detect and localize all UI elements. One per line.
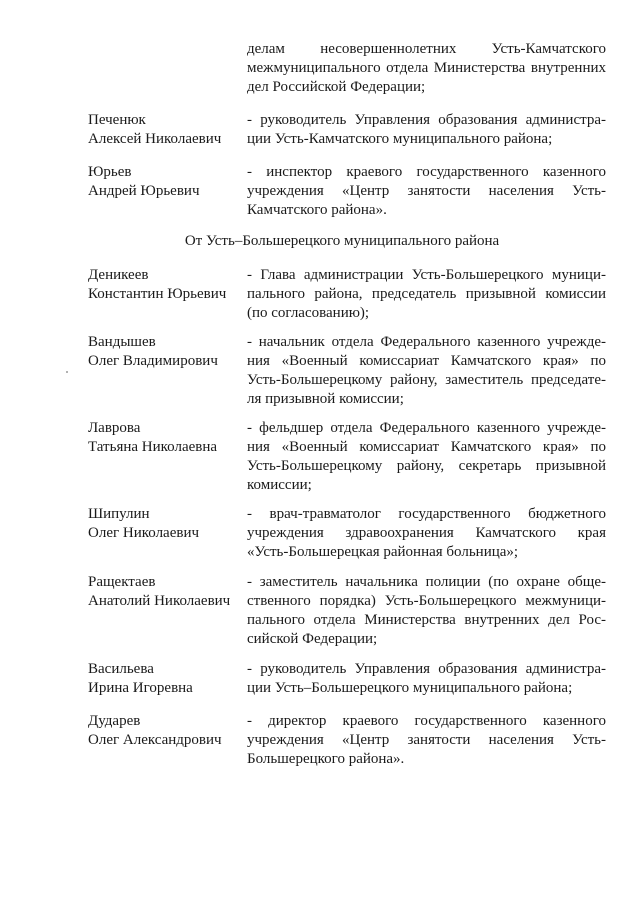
- desc-line: - руководитель Управления образования администра-: [247, 661, 606, 677]
- desc-line: - инспектор краевого государственного казенного: [247, 164, 606, 180]
- desc-line: ции Усть–Большерецкого муниципального района;: [247, 680, 573, 696]
- member-surname: Лаврова: [88, 420, 141, 436]
- desc-line: - директор краевого государственного казенного: [247, 713, 606, 729]
- member-name: [88, 505, 248, 543]
- desc-line: Камчатского района».: [247, 202, 387, 218]
- desc-line: пального отдела Министерства внутренних дел Рос-: [247, 612, 606, 628]
- desc-line: Усть-Большерецкому району, секретарь призывной: [247, 458, 606, 474]
- member-role: [247, 266, 606, 323]
- desc-line: ственного порядка) Усть-Большерецкого межмуници-: [247, 593, 606, 609]
- desc-line: - врач-травматолог государственного бюджетного: [247, 506, 606, 522]
- desc-line: учреждения «Центр занятости населения Усть-: [247, 183, 606, 199]
- member-role: [247, 111, 606, 149]
- desc-line: учреждения здравоохранения Камчатского края: [247, 525, 606, 541]
- desc-line: дел Российской Федерации;: [247, 79, 426, 95]
- member-surname: Васильева: [88, 661, 154, 677]
- member-given-names: Олег Николаевич: [88, 525, 200, 541]
- desc-line: ции Усть-Камчатского муниципального района;: [247, 131, 553, 147]
- desc-line: ля призывной комиссии;: [247, 391, 404, 407]
- member-surname: Юрьев: [88, 164, 132, 180]
- section-heading: [0, 232, 640, 251]
- member-name: [88, 419, 248, 457]
- desc-line: межмуниципального отдела Министерства внутренних: [247, 60, 606, 76]
- member-name: [88, 163, 248, 201]
- member-given-names: Татьяна Николаевна: [88, 439, 218, 455]
- member-given-names: Ирина Игоревна: [88, 680, 193, 696]
- member-role: [247, 419, 606, 495]
- desc-line: ния «Военный комиссариат Камчатского края» по: [247, 439, 606, 455]
- desc-line: - заместитель начальника полиции (по охране обще-: [247, 574, 606, 590]
- member-name: [88, 333, 248, 371]
- desc-line: сийской Федерации;: [247, 631, 378, 647]
- desc-line: (по согласованию);: [247, 305, 370, 321]
- continuation-text: [247, 40, 606, 97]
- desc-line: - фельдшер отдела Федерального казенного учрежде-: [247, 420, 606, 436]
- section-heading-text: От Усть–Большерецкого муниципального района: [184, 233, 500, 249]
- member-surname: Печенюк: [88, 112, 146, 128]
- desc-line: - руководитель Управления образования администра-: [247, 112, 606, 128]
- member-role: [247, 505, 606, 562]
- member-surname: Шипулин: [88, 506, 150, 522]
- desc-line: комиссии;: [247, 477, 312, 493]
- desc-line: «Усть-Большерецкая районная больница»;: [247, 544, 519, 560]
- desc-line: делам несовершеннолетних Усть-Камчатского: [247, 41, 606, 57]
- scan-speck: [66, 371, 68, 373]
- member-surname: Деникеев: [88, 267, 149, 283]
- desc-line: - начальник отдела Федерального казенного учрежде-: [247, 334, 606, 350]
- desc-line: - Глава администрации Усть-Большерецкого муници-: [247, 267, 606, 283]
- member-surname: Ращектаев: [88, 574, 156, 590]
- member-name: [88, 660, 248, 698]
- member-given-names: Анатолий Николаевич: [88, 593, 231, 609]
- member-role: [247, 163, 606, 220]
- desc-line: пального района, председатель призывной комиссии: [247, 286, 606, 302]
- desc-line: учреждения «Центр занятости населения Усть-: [247, 732, 606, 748]
- member-surname: Дударев: [88, 713, 141, 729]
- member-name: [88, 712, 248, 750]
- desc-line: ния «Военный комиссариат Камчатского края» по: [247, 353, 606, 369]
- member-surname: Вандышев: [88, 334, 156, 350]
- member-name: [88, 266, 248, 304]
- member-role: [247, 660, 606, 698]
- member-name: [88, 573, 248, 611]
- member-name: [88, 111, 248, 149]
- desc-line: Усть-Большерецкому району, заместитель председате-: [247, 372, 606, 388]
- desc-line: Большерецкого района».: [247, 751, 405, 767]
- member-role: [247, 573, 606, 649]
- member-given-names: Алексей Николаевич: [88, 131, 222, 147]
- member-given-names: Константин Юрьевич: [88, 286, 227, 302]
- member-given-names: Андрей Юрьевич: [88, 183, 200, 199]
- member-given-names: Олег Александрович: [88, 732, 222, 748]
- member-role: [247, 333, 606, 409]
- member-role: [247, 712, 606, 769]
- member-given-names: Олег Владимирович: [88, 353, 218, 369]
